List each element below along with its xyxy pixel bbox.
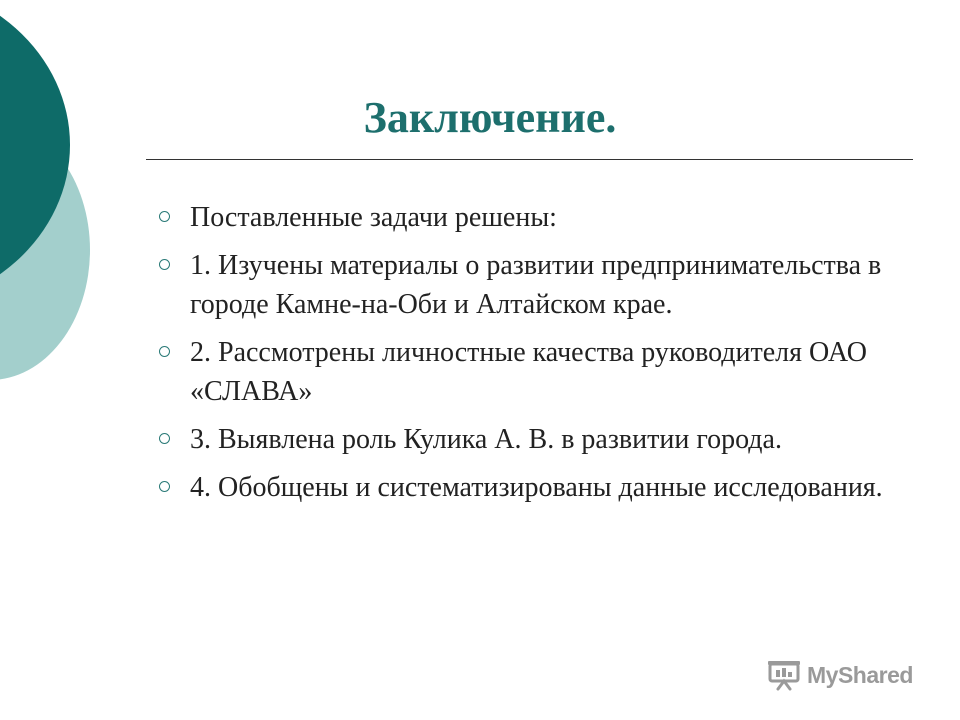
bullet-text: 3. Выявлена роль Кулика А. В. в развитии города. xyxy=(190,424,782,455)
bullet-item xyxy=(158,333,918,411)
bullet-item xyxy=(158,246,918,324)
bullet-text: 4. Обобщены и систематизированы данные исследования. xyxy=(190,472,883,503)
bullet-circle-icon xyxy=(159,433,170,444)
watermark-text: MyShared xyxy=(807,661,913,688)
bullet-item xyxy=(158,198,918,237)
myshared-watermark[interactable] xyxy=(767,658,913,692)
bullet-circle-icon xyxy=(159,211,170,222)
presentation-board-icon xyxy=(767,659,801,691)
bullet-circle-icon xyxy=(159,259,170,270)
title-divider xyxy=(146,159,913,160)
slide-title: Заключение. xyxy=(363,93,617,142)
bullet-text: 1. Изучены материалы о развитии предпринимательства в городе Камне-на-Оби и Алтайском крае. xyxy=(190,250,882,320)
bullet-circle-icon xyxy=(159,481,170,492)
bullet-item xyxy=(158,468,918,507)
bullet-list xyxy=(158,198,918,516)
bullet-text: Поставленные задачи решены: xyxy=(190,202,557,233)
bullet-circle-icon xyxy=(159,346,170,357)
bullet-text: 2. Рассмотрены личностные качества руководителя ОАО «СЛАВА» xyxy=(190,337,867,407)
bullet-item xyxy=(158,420,918,459)
